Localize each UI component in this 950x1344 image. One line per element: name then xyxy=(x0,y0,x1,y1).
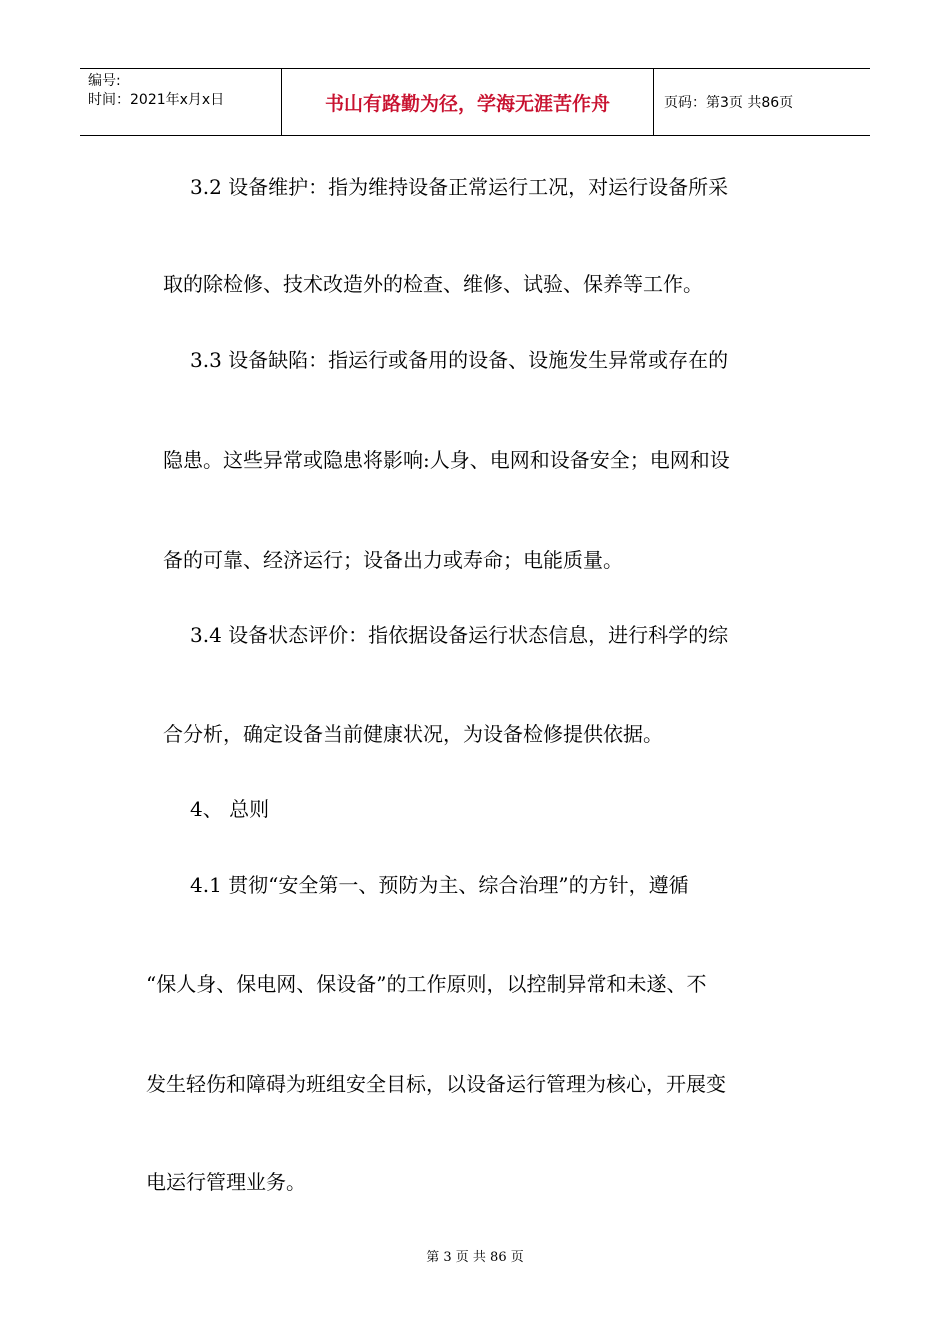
header-page-info: 页码：第3页 共86页 xyxy=(664,95,794,111)
body-line: 取的除检修、技术改造外的检查、维修、试验、保养等工作。 xyxy=(163,272,703,296)
document-number-label: 编号: xyxy=(88,73,121,89)
body-line: 隐患。这些异常或隐患将影响:人身、电网和设备安全；电网和设 xyxy=(163,448,730,472)
body-line: 发生轻伤和障碍为班组安全目标，以设备运行管理为核心，开展变 xyxy=(146,1072,726,1096)
header-meta-cell xyxy=(80,69,282,135)
body-line: 3.3 设备缺陷：指运行或备用的设备、设施发生异常或存在的 xyxy=(190,348,729,372)
document-header xyxy=(80,68,870,136)
body-line: 合分析，确定设备当前健康状况，为设备检修提供依据。 xyxy=(163,722,663,746)
body-line: 电运行管理业务。 xyxy=(146,1170,306,1194)
document-date-label: 时间：2021年x月x日 xyxy=(88,92,225,108)
section-heading: 4、 总则 xyxy=(190,797,270,821)
page-footer: 第 3 页 共 86 页 xyxy=(426,1250,524,1265)
body-line: 备的可靠、经济运行；设备出力或寿命；电能质量。 xyxy=(163,548,623,572)
body-line: “保人身、保电网、保设备”的工作原则，以控制异常和未遂、不 xyxy=(146,972,707,996)
body-line: 3.4 设备状态评价：指依据设备运行状态信息，进行科学的综 xyxy=(190,623,729,647)
header-motto: 书山有路勤为径，学海无涯苦作舟 xyxy=(282,69,654,135)
body-line: 4.1 贯彻“安全第一、预防为主、综合治理”的方针，遵循 xyxy=(190,873,689,897)
body-line: 3.2 设备维护：指为维持设备正常运行工况，对运行设备所采 xyxy=(190,175,729,199)
